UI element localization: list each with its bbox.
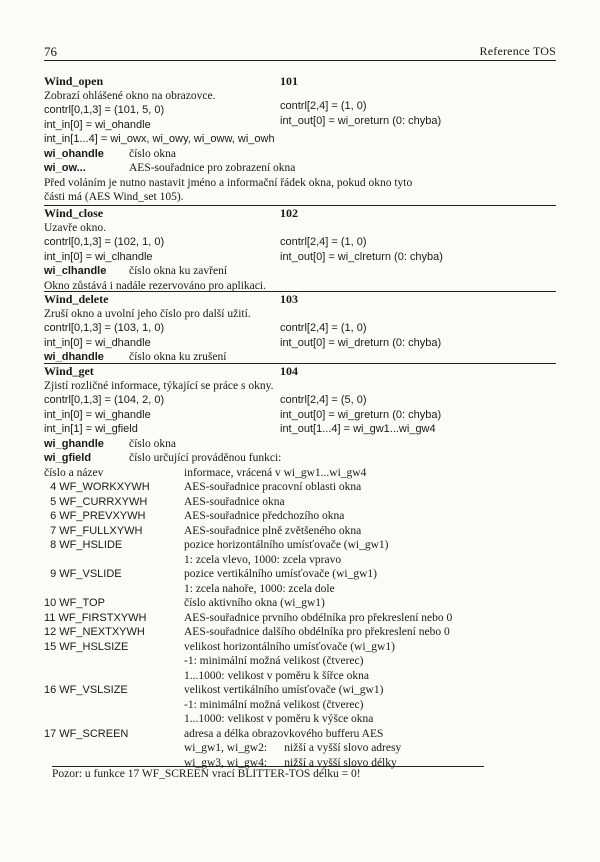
field-description: AES-souřadnice dalšího obdélníka pro překreslení nebo 0: [184, 626, 450, 638]
field-description: -1: minimální možná velikost (čtverec): [184, 655, 364, 667]
note-text: části má (AES Wind_set 105).: [44, 191, 184, 203]
table-row: [44, 582, 556, 597]
field-name: 6 WF_PREVXYWH: [44, 510, 146, 522]
table-row: [44, 538, 556, 553]
field-name: 9 WF_VSLIDE: [44, 568, 122, 580]
field-name: 7 WF_FULLXYWH: [44, 524, 143, 537]
table-row: [44, 654, 556, 669]
param-desc: číslo okna: [129, 437, 176, 450]
param-label: wi_clhandle: [44, 265, 107, 277]
field-description: 1: zcela vlevo, 1000: zcela vpravo: [184, 553, 342, 566]
page-header: [44, 44, 556, 58]
param-desc: číslo okna: [129, 147, 176, 160]
field-description: AES-souřadnice plně zvětšeného okna: [184, 524, 362, 537]
field-description: AES-souřadnice pracovní oblasti okna: [184, 481, 362, 493]
field-name: 5 WF_CURRXYWH: [44, 495, 148, 508]
field-name: 4 WF_WORKXYWH: [44, 481, 150, 493]
field-name: 15 WF_HSLSIZE: [44, 640, 129, 653]
field-description: -1: minimální možná velikost (čtverec): [184, 698, 364, 711]
int-in-0: int_in[0] = wi_ohandle: [44, 118, 151, 131]
field-name: 16 WF_VSLSIZE: [44, 684, 128, 696]
field-description: pozice horizontálního umísťovače (wi_gw1): [184, 539, 389, 551]
function-code: 101: [280, 74, 298, 88]
field-description: adresa a délka obrazovkového bufferu AES: [184, 727, 384, 740]
function-description: Zobrazí ohlášené okno na obrazovce.: [44, 89, 216, 102]
param-label: wi_ghandle: [44, 437, 104, 450]
field-description: AES-souřadnice okna: [184, 495, 285, 508]
function-code: 104: [280, 364, 298, 378]
control-array: contrl[0,1,3] = (101, 5, 0): [44, 104, 165, 116]
field-name: číslo a název: [44, 466, 104, 479]
int-in-0: int_in[0] = wi_ghandle: [44, 408, 151, 421]
int-in-1-4: int_in[1...4] = wi_owx, wi_owy, wi_oww, wi_owh: [44, 133, 275, 145]
table-row: [44, 524, 556, 539]
field-name: 11 WF_FIRSTXYWH: [44, 611, 147, 624]
param-label: wi_dhandle: [44, 351, 104, 363]
int-in-0: int_in[0] = wi_clhandle: [44, 250, 153, 263]
control-array: contrl[0,1,3] = (103, 1, 0): [44, 322, 165, 334]
int-out-0: int_out[0] = wi_oreturn (0: chyba): [280, 114, 442, 127]
param-label: wi_ow...: [44, 162, 86, 174]
table-row: [44, 466, 556, 481]
int-out-0: int_out[0] = wi_greturn (0: chyba): [280, 408, 442, 421]
param-desc: číslo okna ku zrušení: [129, 351, 227, 363]
table-row: [44, 683, 556, 698]
field-name: 12 WF_NEXTXYWH: [44, 626, 145, 638]
int-in-0: int_in[0] = wi_dhandle: [44, 336, 151, 349]
table-row: [44, 698, 556, 713]
section-wind-delete: [44, 291, 556, 365]
table-row: [44, 669, 556, 684]
section-wind-get: [44, 363, 556, 770]
running-title: Reference TOS: [479, 44, 556, 58]
field-description: velikost horizontálního umísťovače (wi_gw1): [184, 640, 395, 653]
note-text: Před voláním je nutno nastavit jméno a informační řádek okna, pokud okno tyto: [44, 176, 413, 189]
control-array-2: contrl[2,4] = (1, 0): [280, 322, 367, 334]
field-name: 10 WF_TOP: [44, 597, 105, 609]
table-row: [44, 509, 556, 524]
table-row: [44, 480, 556, 495]
table-row: [44, 741, 556, 756]
param-label: wi_ohandle: [44, 147, 104, 160]
field-description: informace, vrácená v wi_gw1...wi_gw4: [184, 466, 367, 479]
int-out-0: int_out[0] = wi_dreturn (0: chyba): [280, 336, 442, 349]
field-description: wi_gw1, wi_gw2: nižší a vyšší slovo adresy: [184, 742, 402, 754]
control-array: contrl[0,1,3] = (104, 2, 0): [44, 394, 165, 406]
int-out-1-4: int_out[1...4] = wi_gw1...wi_gw4: [280, 423, 436, 435]
table-row: [44, 712, 556, 727]
field-description: 1...1000: velikost v poměru k šířce okna: [184, 669, 369, 682]
footer-note: Pozor: u funkce 17 WF_SCREEN vrací BLITTER-TOS délku = 0!: [52, 768, 361, 780]
table-row: [44, 553, 556, 568]
section-wind-close: [44, 205, 556, 293]
function-name: Wind_get: [44, 364, 94, 378]
function-name: Wind_open: [44, 74, 104, 88]
field-description: velikost vertikálního umísťovače (wi_gw1): [184, 684, 384, 696]
param-desc: AES-souřadnice pro zobrazení okna: [129, 162, 296, 174]
function-code: 102: [280, 206, 298, 220]
header-rule: [44, 60, 556, 61]
function-code: 103: [280, 292, 298, 306]
field-description: 1: zcela nahoře, 1000: zcela dole: [184, 582, 335, 595]
section-wind-open: [44, 74, 556, 205]
footer-rule: [52, 766, 484, 767]
control-array-2: contrl[2,4] = (1, 0): [280, 236, 367, 248]
field-description: wi_gw3, wi_gw4: nižší a vyšší slovo délky: [184, 756, 397, 769]
function-description: Uzavře okno.: [44, 221, 106, 234]
field-name: 8 WF_HSLIDE: [44, 539, 123, 551]
table-row: [44, 495, 556, 510]
wf-field-table: [44, 466, 556, 771]
table-row: [44, 640, 556, 655]
control-array-2: contrl[2,4] = (1, 0): [280, 100, 367, 112]
note-text: Okno zůstává i nadále rezervováno pro aplikaci.: [44, 279, 266, 292]
field-name: 17 WF_SCREEN: [44, 727, 129, 740]
page-number: 76: [44, 44, 57, 59]
function-name: Wind_close: [44, 206, 104, 220]
table-row: [44, 611, 556, 626]
function-description: Zjistí rozličné informace, týkající se práce s okny.: [44, 379, 274, 392]
int-in-1: int_in[1] = wi_gfield: [44, 423, 138, 435]
table-row: [44, 596, 556, 611]
field-description: AES-souřadnice předchozího okna: [184, 510, 345, 522]
control-array: contrl[0,1,3] = (102, 1, 0): [44, 236, 165, 248]
table-row: [44, 625, 556, 640]
table-row: [44, 567, 556, 582]
function-description: Zruší okno a uvolní jeho číslo pro další užití.: [44, 307, 251, 320]
table-row: [44, 727, 556, 742]
int-out-0: int_out[0] = wi_clreturn (0: chyba): [280, 250, 443, 263]
field-description: pozice vertikálního umísťovače (wi_gw1): [184, 568, 378, 580]
field-description: 1...1000: velikost v poměru k výšce okna: [184, 713, 374, 725]
field-description: číslo aktivního okna (wi_gw1): [184, 597, 325, 609]
param-desc: číslo okna ku zavření: [129, 265, 228, 277]
param-label: wi_gfield: [44, 452, 92, 464]
function-name: Wind_delete: [44, 292, 109, 306]
param-desc: číslo určující prováděnou funkci:: [129, 452, 282, 464]
field-description: AES-souřadnice prvního obdélníka pro překreslení nebo 0: [184, 611, 453, 624]
control-array-2: contrl[2,4] = (5, 0): [280, 394, 367, 406]
